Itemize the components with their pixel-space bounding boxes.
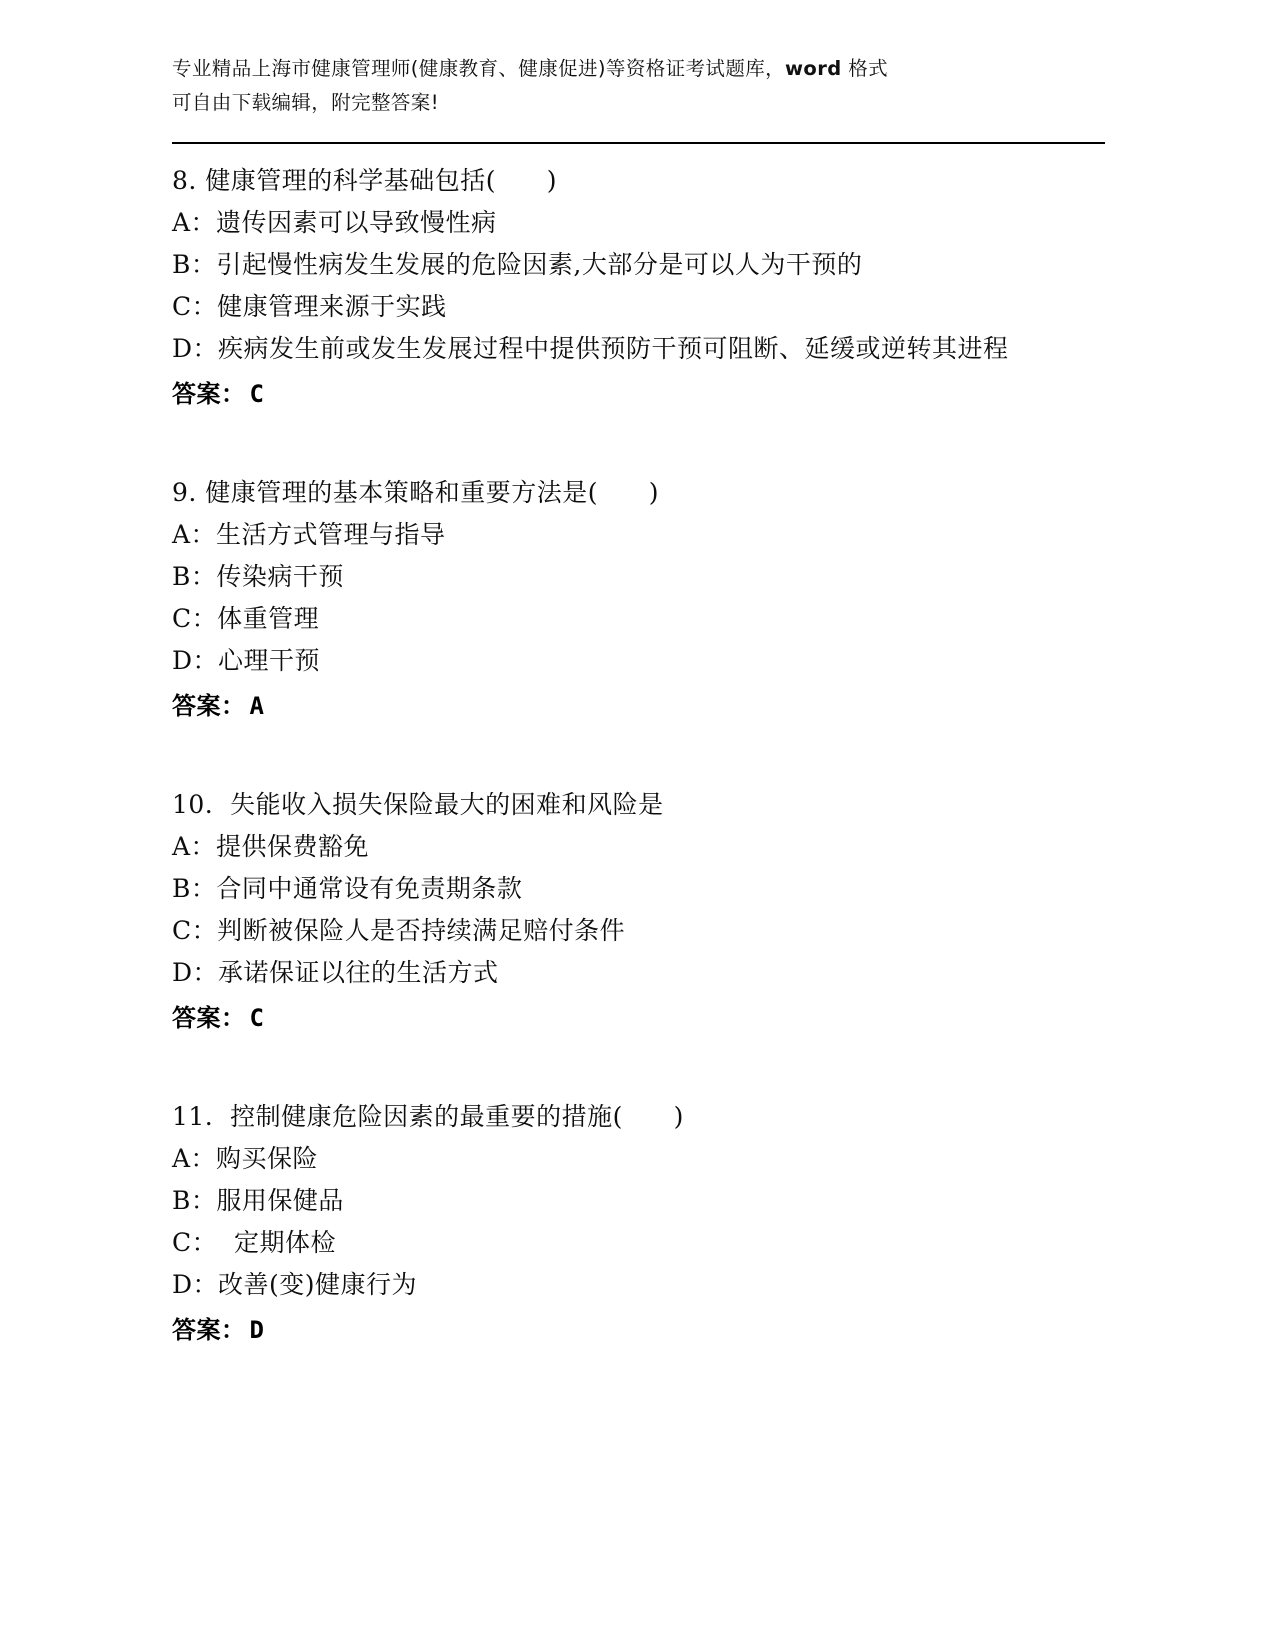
answer-value: A [249, 692, 265, 720]
question-block-10 [172, 784, 1105, 1040]
question-option-c: C：体重管理 [172, 604, 320, 633]
question-block-11 [172, 1096, 1105, 1352]
answer-label: 答案： [172, 692, 246, 720]
question-option-d: D：改善(变)健康行为 [172, 1270, 418, 1299]
header-line2: 可自由下载编辑，附完整答案! [172, 91, 439, 114]
question-option-b: B：服用保健品 [172, 1186, 344, 1215]
question-option-c: C： 定期体检 [172, 1228, 337, 1257]
question-option-b: B：引起慢性病发生发展的危险因素,大部分是可以人为干预的 [172, 250, 863, 279]
question-title: 9. 健康管理的基本策略和重要方法是( ) [172, 478, 659, 507]
question-option-a: A：购买保险 [172, 1144, 319, 1173]
answer-label: 答案： [172, 1004, 246, 1032]
answer-row [172, 684, 1105, 728]
answer-label: 答案： [172, 1316, 246, 1344]
question-option-d: D：心理干预 [172, 646, 321, 675]
header-line1-part3: 格式 [841, 57, 889, 80]
question-option-d: D：承诺保证以往的生活方式 [172, 958, 499, 987]
question-block-9 [172, 472, 1105, 728]
answer-row [172, 372, 1105, 416]
answer-row [172, 996, 1105, 1040]
answer-value: C [249, 1004, 265, 1032]
header-line1-word: word [785, 57, 842, 80]
answer-value: D [249, 1316, 265, 1344]
answer-row [172, 1308, 1105, 1352]
answer-label: 答案： [172, 380, 246, 408]
question-option-a: A：生活方式管理与指导 [172, 520, 446, 549]
question-block-8 [172, 160, 1105, 416]
question-option-a: A：遗传因素可以导致慢性病 [172, 208, 497, 237]
question-title: 10. 失能收入损失保险最大的困难和风险是 [172, 790, 664, 819]
question-option-b: B：合同中通常设有免责期条款 [172, 874, 523, 903]
page-header [172, 52, 1105, 120]
questions-container [172, 160, 1105, 1352]
answer-value: C [249, 380, 265, 408]
question-title: 11. 控制健康危险因素的最重要的措施( ) [172, 1102, 684, 1131]
question-option-c: C：判断被保险人是否持续满足赔付条件 [172, 916, 626, 945]
question-option-b: B：传染病干预 [172, 562, 344, 591]
question-option-a: A：提供保费豁免 [172, 832, 370, 861]
question-title: 8. 健康管理的科学基础包括( ) [172, 166, 557, 195]
question-option-d: D：疾病发生前或发生发展过程中提供预防干预可阻断、延缓或逆转其进程 [172, 334, 1009, 363]
question-option-c: C：健康管理来源于实践 [172, 292, 447, 321]
header-line1-part1: 专业精品上海市健康管理师(健康教育、健康促进)等资格证考试题库， [172, 57, 786, 80]
header-divider [172, 142, 1105, 144]
